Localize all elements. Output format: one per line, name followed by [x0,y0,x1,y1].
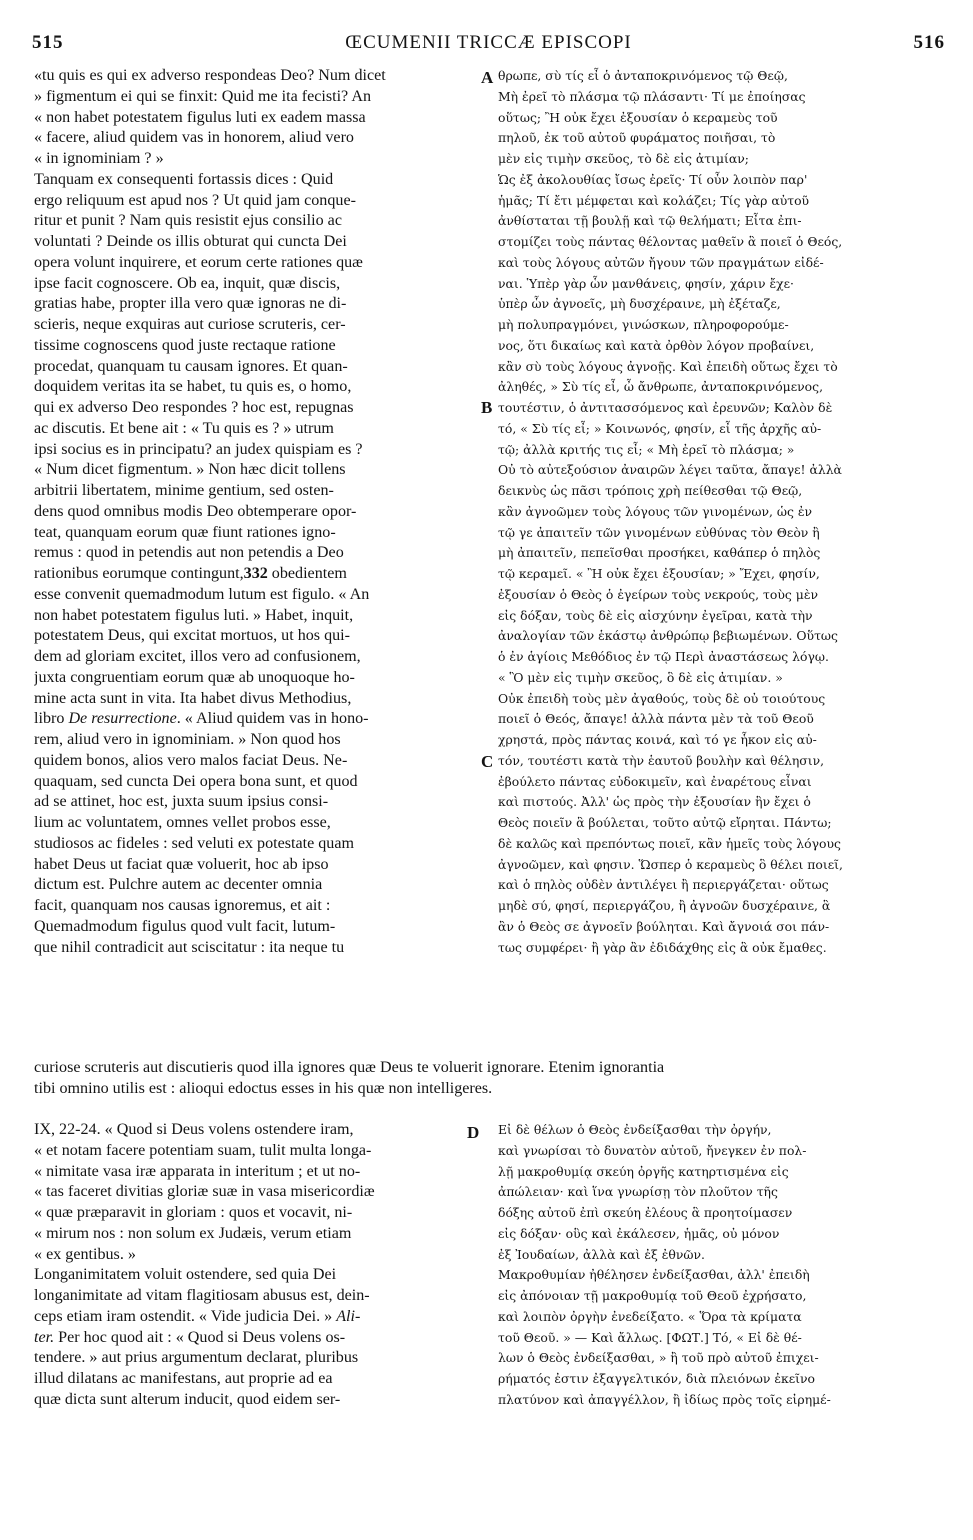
greek-line: μὴ πολυπραγμόνει, γινώσκων, πληροφορούμε- [498,317,789,332]
greek-line: καὶ ὁ πηλὸς οὐδὲν ἀντιλέγει ἢ περιεργάζεται· οὕτως [498,877,829,893]
greek-line: τῷ; ἀλλὰ κριτής τις εἶ; « Μὴ ἐρεῖ τὸ πλάσμα; » [498,441,795,457]
greek-line: δὲ καλῶς καὶ πρεπόντως ποιεῖ, κἂν ἡμεῖς τοὺς λόγους [498,835,841,851]
greek-line: ἐξ Ἰουδαίων, ἀλλὰ καὶ ἐξ ἐθνῶν. [498,1246,705,1262]
greek-line: λῇ μακροθυμίᾳ σκεύη ὀργῆς κατηρτισμένα εἰς [498,1163,789,1179]
greek-line: καὶ λοιπὸν ὀργὴν ἐνεδείξατο. « Ὅρα τὰ κρίματα [498,1308,802,1324]
latin-line: « nimitate vasa iræ apparata in interitum ; et ut no- [34,1162,361,1180]
greek-line: Εἰ δὲ θέλων ὁ Θεὸς ἐνδείξασθαι τὴν ὀργήν, [498,1122,772,1137]
greek-line: στομίζει τοὺς πάντας θέλοντας μαθεῖν ἃ ποιεῖ ὁ Θεός, [498,234,843,249]
latin-line: non habet potestatem figulus luti. » Habet, inquit, [34,606,354,624]
latin-line: IX, 22-24. « Quod si Deus volens ostendere iram, [34,1121,354,1138]
greek-line: χρηστά, πρὸς πάντας κοινά, καὶ τό γε ἧκον εἰς αὐ- [498,732,817,747]
latin-line: doquidem veritas ita se habet, tu quis es, o homo, [34,378,352,396]
latin-line: « facere, aliud quidem vas in honorem, aliud vero [34,129,354,147]
greek-line: ἀπώλειαν· καὶ ἵνα γνωρίσῃ τὸν πλοῦτον τῆς [498,1184,778,1200]
latin-line: tendere. » aut prius argumentum declarat, pluribus [34,1349,359,1367]
greek-line: εἰς δόξαν· οὓς καὶ ἐκάλεσεν, ἡμᾶς, οὐ μόνον [498,1225,780,1241]
greek-line: λων ὁ Θεὸς ἐνδείξασθαι, » ἢ τοῦ πρὸ αὐτοῦ ἐπιχει- [498,1350,819,1366]
latin-line: « tas faceret divitias gloriæ suæ in vasa misericordiæ [34,1183,375,1201]
greek-line: ἀγνοῶμεν, καὶ φησιν. Ὥσπερ ὁ κεραμεὺς ὃ θέλει ποιεῖ, [498,856,843,872]
latin-line: ritur et punit ? Nam quis resistit ejus consilio ac [34,212,342,230]
italic-word: ter. [34,1328,55,1346]
latin-line [34,1307,472,1328]
latin-line: ad se attinet, hoc est, juxta suum ipsius consi- [34,793,329,811]
greek-line: εἰς δόξαν, τοὺς δὲ εἰς αἰσχύνην ἐγεῖραι, κατὰ τὴν [498,607,813,623]
latin-line: dictum est. Pulchre autem ac decenter omnia [34,876,323,894]
greek-line: ἀληθές, » Σὺ τίς εἶ, ὦ ἄνθρωπε, ἀνταποκρινόμενος, [498,379,824,395]
latin-line: procedat, quanquam tu causam ignores. Et quan- [34,357,348,375]
latin-line: rem, aliud vero in ignominiam. » Non quod hos [34,731,341,748]
latin-line: gratias habe, propter illa vero quæ ignoras ne di- [34,295,347,313]
latin-line: « Num dicet figmentum. » Non hæc dicit tollens [34,461,346,479]
italic-word: Ali- [336,1307,361,1325]
latin-line: Quemadmodum figulus quod vult facit, lutum- [34,917,336,935]
full-width-line-2: tibi omnino utilis est : alioqui edoctus esses in his quæ non intelligeres. [34,1080,493,1097]
greek-line: Θεὸς ποιεῖν ἃ βούλεται, τοῦτο αὐτῷ εἴρηται. Πάντω; [498,815,832,830]
page-number-left: 515 [32,32,64,53]
page-header [32,32,945,58]
latin-line: teat, quanquam eorum quæ fiunt rationes igno- [34,523,336,541]
greek-column-upper [498,66,934,958]
latin-line: studiosos ac fideles : sed veluti ex potestate quam [34,834,355,852]
latin-line: dem ad gloriam excitet, illos vero ad confusionem, [34,648,361,665]
greek-line: κἂν ἀγνοῶμεν τοὺς λόγους τῶν γινομένων, ὡς ἐν [498,503,813,519]
greek-line: μὲν εἰς τιμὴν σκεῦος, τὸ δὲ εἰς ἀτιμίαν; [498,151,749,166]
latin-line: potestatem Deus, qui excitat mortuos, ut hos qui- [34,627,351,645]
latin-line: » figmentum ei qui se finxit: Quid me ita fecisti? An [34,87,372,105]
greek-line: ἀνθίσταται τῇ βουλῇ καὶ τῷ θελήματι; Εἶτα ἐπι- [498,213,802,229]
greek-line: ἂν ὁ Θεὸς σε ἀγνοεῖν βούληται. Καὶ ἄγνοιά σοι πάν- [498,918,830,934]
latin-line: esse convenit quemadmodum lutum est figulo. « An [34,585,370,603]
running-title: ŒCUMENII TRICCÆ EPISCOPI [345,32,632,53]
latin-line: « quæ præparavit in gloriam : quos et vocavit, ni- [34,1204,353,1221]
latin-line: facit, quanquam nos causas ignoremus, et ait : [34,897,331,914]
latin-line: dens quod omnibus modis Deo obtemperare opor- [34,502,357,520]
latin-line: voluntati ? Deinde os illis obturat qui cuncta Dei [34,233,347,250]
margin-marker-d: D [467,1123,480,1142]
latin-column-upper [34,66,472,958]
greek-line: δόξης αὐτοῦ ἐπὶ σκεύη ἐλέους ἃ προητοίμασεν [498,1205,793,1220]
latin-line: remus : quod in petendis aut non petendis a Deo [34,544,344,562]
latin-line: ergo reliquum est apud nos ? Ut quid jam conque- [34,191,356,209]
margin-marker-c: C [481,752,494,771]
latin-line: habet Deus ut faciat quæ voluerit, hoc ab ipso [34,855,329,873]
greek-line: ἡμᾶς; Τί ἔτι μέμφεται καὶ κολάζει; Τίς γὰρ αὐτοῦ [498,192,810,208]
full-width-line-1: curiose scruteris aut discutieris quod illa ignores quæ Deus te voluerit ignorare. Etenim ignorantia [34,1059,665,1076]
latin-line: «tu quis es qui ex adverso respondeas Deo? Num dicet [34,67,386,84]
greek-line: καὶ γνωρίσαι τὸ δυνατὸν αὐτοῦ, ἤνεγκεν ἐν πολ- [498,1142,807,1158]
latin-line: « et notam facere potentiam suam, tulit multa longa- [34,1141,372,1159]
latin-line: scieris, neque exquiras aut curiose scruteris, cer- [34,316,346,333]
latin-line: juxta congruentiam eorum quæ ab unoquoque ho- [34,668,355,686]
greek-line: ποιεῖ ὁ Θεός, ἄπαγε! ἀλλὰ πάντα μὲν τὰ τοῦ Θεοῦ [498,711,814,727]
greek-line: ρήματός ἐστιν ἐξαγγελτικόν, διὰ πλειόνων ἐκεῖνο [498,1371,815,1386]
greek-line: θρωπε, σὺ τίς εἶ ὁ ἀνταποκρινόμενος τῷ Θεῷ, [498,68,788,83]
latin-line: « ex gentibus. » [34,1245,136,1263]
greek-line: τῷ κεραμεῖ. « Ἢ οὐκ ἔχει ἐξουσίαν; » Ἔχει, φησίν, [498,566,820,581]
book-title: De resurrectione [68,710,177,728]
greek-line: καὶ πιστούς. Ἀλλ' ὡς πρὸς τὴν ἐξουσίαν ἣν ἔχει ὁ [498,794,811,810]
latin-line: opera volunt inquirere, et eorum certe rationes quæ [34,253,363,271]
latin-line: que nihil contradicit aut sciscitatur : ita neque tu [34,938,345,956]
latin-line: qui ex adverso Deo respondes ? hoc est, repugnas [34,399,354,416]
greek-line: Μὴ ἐρεῖ τὸ πλάσμα τῷ πλάσαντι· Τί με ἐποίησας [498,88,806,104]
greek-line: Μακροθυμίαν ἠθέλησεν ἐνδείξασθαι, ἀλλ' ἐπειδὴ [498,1267,810,1283]
greek-line: ἐξουσίαν ὁ Θεὸς ὁ ἐγείρων τοὺς νεκρούς, τοὺς μὲν [498,586,818,602]
greek-line: τῷ γε ἀπαιτεῖν τῶν γινομένων εὐθύνας τὸν Θεὸν ἢ [498,524,820,540]
latin-line: Tanquam ex consequenti fortassis dices : Quid [34,170,334,188]
latin-line: tissime cognoscens quod juste rectaque ratione [34,336,336,354]
latin-line: ipse facit cognoscere. Ob ea, inquit, quæ discis, [34,274,341,292]
greek-line: ἀναλογίαν τῶν ἑκάστῳ ἀνθρώπῳ βεβιωμένων. Οὕτως [498,628,838,644]
latin-line: quidem bonos, alios vero malos faciat Deus. Ne- [34,751,348,769]
greek-line: μὴ ἀπαιτεῖν, πεπεῖσθαι προσήκει, καθάπερ ὁ πηλὸς [498,545,821,561]
greek-line: κἂν σὺ τοὺς λόγους ἀγνοῇς. Καὶ ἐπειδὴ οὕτως ἔχει τὸ [498,358,838,374]
latin-line: ac discutis. Et bene ait : « Tu quis es ? » utrum [34,419,334,437]
greek-line: Ὡς ἐξ ἀκολουθίας ἴσως ἐρεῖς· Τί οὖν λοιπὸν παρ' [498,171,808,187]
greek-line: τουτέστιν, ὁ ἀντιτασσόμενος καὶ ἐρευνῶν; Καλὸν δὲ [498,400,833,415]
greek-line: καὶ τοὺς λόγους αὐτῶν ἤγουν τῶν πραγμάτων εἰδέ- [498,254,824,270]
greek-line: νος, ὅτι δικαίως καὶ κατὰ ὀρθὸν λόγον προβαίνει, [498,337,815,353]
page-number-right: 516 [913,32,945,53]
greek-line: ναι. Ὑπὲρ γὰρ ὧν μανθάνεις, φησίν, χάριν ἔχε· [498,275,794,291]
line-text: . « Aliud quidem vas in hono- [176,710,369,728]
latin-line: quæ dicta sunt alterum inducit, quod eidem ser- [34,1390,341,1408]
line-text: ceps etiam iram ostendit. « Vide judicia Dei. » [34,1307,333,1325]
greek-line: οὕτως; Ἢ οὐκ ἔχει ἐξουσίαν ὁ κεραμεὺς τοῦ [498,109,778,125]
greek-line: ὁ ἐν ἁγίοις Μεθόδιος ἐν τῷ Περὶ ἀναστάσεως λόγῳ. [498,649,829,664]
latin-column-lower [34,1120,472,1411]
column-number: 332 [243,565,268,582]
greek-line: πλατύνον καὶ ἀπαγγέλλον, ἢ ἰδίως πρὸς τοῖς εἰρημέ- [498,1391,831,1407]
greek-column-lower [498,1120,934,1411]
line-text: libro [34,710,65,728]
greek-line: εἰς ἀπόνοιαν τῇ μακροθυμίᾳ τοῦ Θεοῦ ἐχρήσατο, [498,1288,807,1303]
line-text: Per hoc quod ait : « Quod si Deus volens os- [58,1328,346,1346]
latin-line: lium ac voluntatem, omnes vellet probos esse, [34,814,331,831]
greek-line: ὑπὲρ ὧν ἀγνοεῖς, μὴ δυσχέραινε, μὴ ἐξέταζε, [498,296,781,312]
latin-line: mine acta sunt in vita. Ita habet divus Methodius, [34,689,352,707]
latin-line [34,564,472,585]
latin-line: ipsi socius es in principatu? an judex quispiam es ? [34,440,363,458]
latin-line: « mirum nos : non solum ex Judæis, verum etiam [34,1224,352,1242]
greek-line: μηδὲ σύ, φησί, περιεργάζου, ἢ ἀγνοῶν δυσχέραινε, ἃ [498,898,831,913]
latin-line: Longanimitatem voluit ostendere, sed quia Dei [34,1266,337,1284]
line-text: rationibus eorumque contingunt, [34,565,244,582]
margin-marker-b: B [481,398,493,417]
latin-line: arbitrii libertatem, minime gentium, sed osten- [34,482,334,499]
latin-line: « in ignominiam ? » [34,150,164,167]
greek-line: τόν, τουτέστι κατὰ τὴν ἑαυτοῦ βουλὴν καὶ θέλησιν, [498,752,825,768]
greek-line: δεικνὺς ὡς πᾶσι τρόποις χρὴ πείθεσθαι τῷ Θεῷ, [498,483,803,498]
latin-line [34,1328,472,1349]
greek-line: Οὐκ ἐπειδὴ τοὺς μὲν ἀγαθούς, τοὺς δὲ οὐ τοιούτους [498,690,826,706]
greek-line: τοῦ Θεοῦ. » — Καὶ ἄλλως. [ΦΩΤ.] Τό, « Εἰ δὲ θέ- [498,1329,802,1345]
latin-line: longanimitate ad vitam flagitiosam abusus est, dein- [34,1287,370,1304]
greek-line: « Ὃ μὲν εἰς τιμὴν σκεῦος, ὃ δὲ εἰς ἀτιμίαν. » [498,669,783,685]
greek-line: πηλοῦ, ἐκ τοῦ αὐτοῦ φυράματος ποιῆσαι, τὸ [498,130,776,146]
greek-line: τως συμφέρει· ἢ γὰρ ἂν ἐδιδάχθης εἰς ἃ οὐκ ἔμαθες. [498,939,827,955]
greek-line: τό, « Σὺ τίς εἶ; » Κοινωνός, φησίν, εἶ τῆς ἀρχῆς αὐ- [498,420,822,436]
margin-marker-a: A [481,68,494,87]
latin-line: illud dilatans ac manifestans, aut proprie ad ea [34,1370,333,1387]
line-text: obedientem [267,565,347,582]
greek-line: ἐβούλετο πάντας εὐδοκιμεῖν, καὶ ἐναρέτους εἶναι [498,773,812,789]
latin-line [34,709,472,730]
greek-line: Οὐ τὸ αὐτεξούσιον ἀναιρῶν λέγει ταῦτα, ἄπαγε! ἀλλὰ [498,462,842,478]
latin-line: « non habet potestatem figulus luti ex eadem massa [34,108,366,126]
latin-line: quaquam, sed cuncta Dei opera bona sunt, et quod [34,772,358,790]
